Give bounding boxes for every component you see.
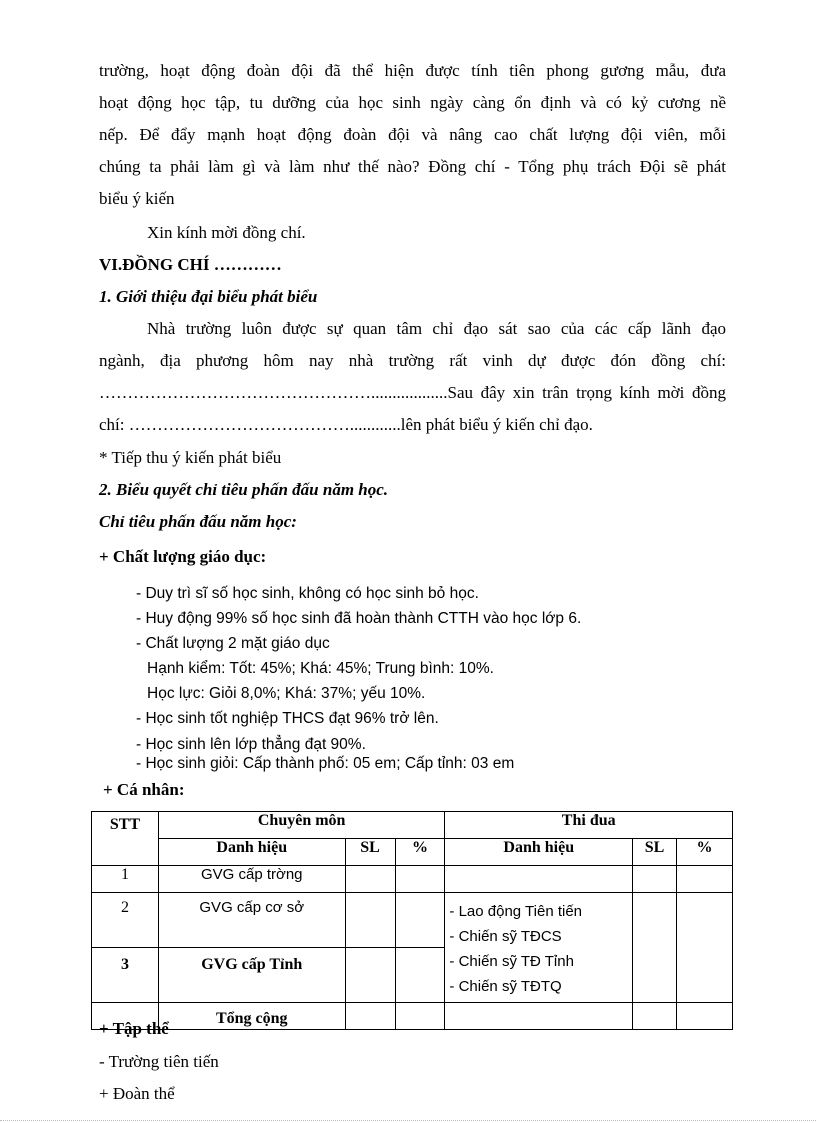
header-pct-2: % [677,839,733,866]
total-pct-2 [677,1003,733,1030]
individual-targets-table [91,811,733,1030]
emulation-titles-cell [445,893,633,1003]
emulation-title: - Chiến sỹ TĐCS [449,928,562,945]
total-label: Tổng cộng [158,1003,345,1030]
union-heading: + Đoàn thể [99,1084,175,1103]
subsection-heading-2: 2. Biểu quyết chỉ tiêu phấn đấu năm học. [99,480,389,499]
paragraph-line-1: trường, hoạt động đoàn đội đã thể hiện được tính tiên phong gương mẫu, đưa [99,61,726,80]
header-danh-hieu-1: Danh hiệu [158,839,345,866]
header-sl-1: SL [345,839,395,866]
quality-item-6: - Học sinh giỏi: Cấp thành phố: 05 em; Cấp tỉnh: 03 em [136,755,515,772]
receive-line: * Tiếp thu ý kiến phát biểu [99,448,282,467]
subsection-heading-1: 1. Giới thiệu đại biểu phát biểu [99,287,318,306]
row-pct-2 [677,893,733,1003]
quality-item-4: - Học sinh tốt nghiệp THCS đạt 96% trở lên. [136,710,439,727]
row-sl [345,866,395,893]
quality-item-1: - Duy trì sĩ số học sinh, không có học sinh bỏ học. [136,585,479,602]
invite-line: Xin kính mời đồng chí. [147,223,306,242]
total-sl-2 [633,1003,677,1030]
header-chuyen-mon: Chuyên môn [158,812,445,839]
intro-line-1: Nhà trường luôn được sự quan tâm chỉ đạo sát sao của các cấp lãnh đạo [147,319,726,338]
intro-line-4: chí: …………………………………............lên phát biểu ý kiến chỉ đạo. [99,415,593,434]
total-pct [395,1003,445,1030]
page-bottom-border [0,1120,816,1121]
row-sl-2 [633,893,677,1003]
quality-item-2: - Huy động 99% số học sinh đã hoàn thành CTTH vào học lớp 6. [136,610,582,627]
header-danh-hieu-2: Danh hiệu [445,839,633,866]
row-pct [395,866,445,893]
row-title: GVG cấp trờng [158,866,345,893]
academic-line: Học lực: Giỏi 8,0%; Khá: 37%; yếu 10%. [147,685,426,702]
row-title: GVG cấp Tỉnh [158,948,345,1003]
paragraph-line-2: hoạt động học tập, tu dưỡng của học sinh ngày càng ổn định và có kỷ cương nề [99,93,726,112]
row-pct [395,893,445,948]
row-sl-2 [633,866,677,893]
row-emulation-empty [445,866,633,893]
total-emulation [445,1003,633,1030]
paragraph-line-4: chúng ta phải làm gì và làm như thế nào? Đồng chí - Tổng phụ trách Đội sẽ phát [99,157,726,176]
conduct-line: Hạnh kiểm: Tốt: 45%; Khá: 45%; Trung bình: 10%. [147,660,494,677]
quality-item-3: - Chất lượng 2 mặt giáo dục [136,635,330,652]
target-heading: Chỉ tiêu phấn đấu năm học: [99,512,297,531]
paragraph-line-5: biểu ý kiến [99,189,175,208]
emulation-title: - Lao động Tiên tiến [449,903,583,920]
individual-heading: + Cá nhân: [103,780,185,799]
row-stt: 3 [92,948,159,1003]
quality-item-5: - Học sinh lên lớp thẳng đạt 90%. [136,736,366,753]
row-sl [345,948,395,1003]
header-pct-1: % [395,839,445,866]
quality-heading: + Chất lượng giáo dục: [99,547,267,566]
collective-heading: + Tập thể [99,1019,169,1038]
emulation-title: - Chiến sỹ TĐTQ [449,978,562,995]
row-pct-2 [677,866,733,893]
intro-line-2: ngành, địa phương hôm nay nhà trường rất vinh dự được đón đồng chí: [99,351,726,370]
row-pct [395,948,445,1003]
header-thi-dua: Thi đua [445,812,733,839]
section-heading: VI.ĐỒNG CHÍ ………… [99,255,282,274]
header-stt: STT [92,812,159,866]
row-sl [345,893,395,948]
header-sl-2: SL [633,839,677,866]
row-title: GVG cấp cơ sở [158,893,345,948]
emulation-title: - Chiến sỹ TĐ Tỉnh [449,953,574,970]
row-stt: 2 [92,893,159,948]
collective-item: - Trường tiên tiến [99,1052,219,1071]
intro-line-3: …………………………………………..................Sau đây xin trân trọng kính mời đồng [99,383,726,402]
total-sl [345,1003,395,1030]
paragraph-line-3: nếp. Để đẩy mạnh hoạt động đoàn đội và nâng cao chất lượng đội viên, mỗi [99,125,726,144]
row-stt: 1 [92,866,159,893]
